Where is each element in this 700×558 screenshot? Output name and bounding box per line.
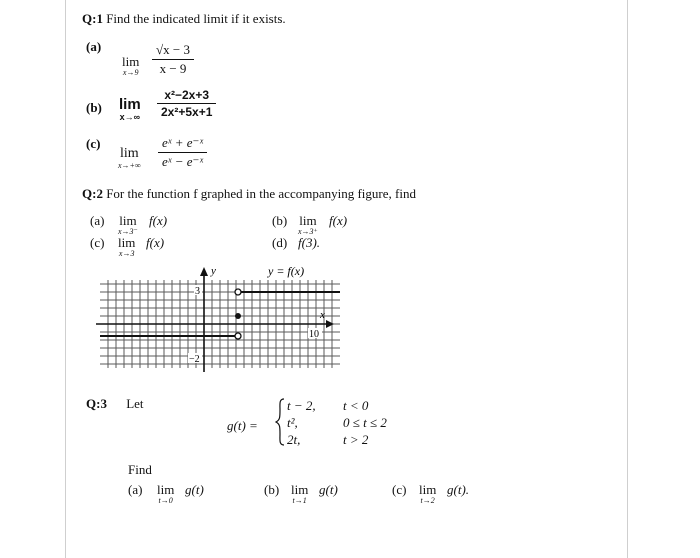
q1c-fraction bbox=[158, 135, 207, 170]
q2a-expr: f(x) bbox=[149, 213, 168, 228]
q1c-limit bbox=[118, 147, 141, 170]
q1b-fraction bbox=[157, 88, 216, 119]
q3a-lim-sub: t→0 bbox=[158, 496, 173, 505]
tick-label-neg2: −2 bbox=[189, 354, 200, 365]
q3a-label: (a) bbox=[128, 482, 143, 497]
q3b-lim-word: lim bbox=[291, 482, 309, 497]
q3c-label: (c) bbox=[392, 482, 407, 497]
q1c-label: (c) bbox=[86, 136, 101, 151]
q3b-limit bbox=[291, 483, 308, 505]
q1-number: Q:1 bbox=[82, 11, 103, 26]
q3-left-brace-icon bbox=[275, 398, 285, 446]
q3a-limit bbox=[157, 483, 174, 505]
q1b-limit bbox=[119, 97, 141, 122]
q2d-expr: f(3). bbox=[298, 235, 321, 250]
q3b-expr: g(t) bbox=[319, 482, 338, 497]
q2a-limit bbox=[118, 214, 138, 236]
q3-heading bbox=[86, 396, 144, 412]
q1c-denominator: eˣ − e⁻ˣ bbox=[162, 154, 204, 169]
function-label: y = f(x) bbox=[268, 264, 305, 278]
x-axis-arrow-icon bbox=[326, 320, 334, 328]
q1a-lim-sub: x→9 bbox=[122, 68, 139, 77]
q3-find: Find bbox=[128, 462, 152, 477]
q2c-label: (c) bbox=[90, 235, 105, 250]
q2c-expr: f(x) bbox=[146, 235, 165, 250]
q3a-lim-word: lim bbox=[157, 482, 175, 497]
q2a-lim-sub: x→3⁻ bbox=[118, 227, 138, 236]
q2-function-graph bbox=[90, 262, 350, 382]
q1b-lim-sub: x→∞ bbox=[119, 112, 141, 122]
q2c-lim-word: lim bbox=[118, 235, 136, 250]
q3-function-name: g(t) = bbox=[227, 418, 258, 433]
open-point-lower bbox=[235, 333, 241, 339]
q2b-limit bbox=[298, 214, 318, 236]
q2c-limit bbox=[118, 236, 135, 258]
q3-case-2-cond: 0 ≤ t ≤ 2 bbox=[343, 415, 387, 430]
q2c-lim-sub: x→3 bbox=[118, 249, 135, 258]
closed-point bbox=[235, 313, 241, 319]
x-axis-label: x bbox=[320, 309, 325, 321]
q3c-expr: g(t). bbox=[447, 482, 470, 497]
q2-instruction: For the function f graphed in the accompanying figure, find bbox=[106, 186, 416, 201]
q1b-denominator: 2x²+5x+1 bbox=[161, 105, 213, 119]
q1a-label: (a) bbox=[86, 39, 102, 54]
page-right-border bbox=[627, 0, 628, 558]
tick-label-10: 10 bbox=[309, 329, 319, 340]
q2d-label: (d) bbox=[272, 235, 288, 250]
q1a-denominator: x − 9 bbox=[159, 61, 187, 76]
q3c-lim-word: lim bbox=[419, 482, 437, 497]
q1c-numerator: eˣ + e⁻ˣ bbox=[162, 135, 204, 150]
q1-instruction: Find the indicated limit if it exists. bbox=[106, 11, 286, 26]
q3b-label: (b) bbox=[264, 482, 280, 497]
q3-case-1-cond: t < 0 bbox=[343, 398, 369, 413]
open-point-upper bbox=[235, 289, 241, 295]
q3-case-3-expr: 2t, bbox=[287, 432, 301, 447]
q3b-lim-sub: t→1 bbox=[292, 496, 307, 505]
q2a-label: (a) bbox=[90, 213, 105, 228]
q1c-lim-word: lim bbox=[119, 146, 139, 161]
q3a-expr: g(t) bbox=[185, 482, 204, 497]
q3c-limit bbox=[419, 483, 436, 505]
q2-heading bbox=[82, 186, 416, 202]
tick-label-3: 3 bbox=[195, 286, 200, 297]
q3-case-1-expr: t − 2, bbox=[287, 398, 316, 413]
q1-heading bbox=[82, 11, 286, 27]
q2a-lim-word: lim bbox=[119, 213, 137, 228]
q3-case-2-expr: t², bbox=[287, 415, 298, 430]
q1a-fraction bbox=[152, 42, 194, 77]
q1b-lim-word: lim bbox=[119, 96, 141, 113]
q2b-lim-word: lim bbox=[299, 213, 317, 228]
q1a-numerator: √x − 3 bbox=[156, 42, 190, 57]
q1c-lim-sub: x→+∞ bbox=[118, 161, 141, 170]
q2b-label: (b) bbox=[272, 213, 288, 228]
q3-number: Q:3 bbox=[86, 396, 107, 411]
q1a-limit bbox=[122, 55, 139, 77]
y-axis-label: y bbox=[211, 265, 216, 277]
q3c-lim-sub: t→2 bbox=[420, 496, 435, 505]
q2b-expr: f(x) bbox=[329, 213, 348, 228]
q1b-label: (b) bbox=[86, 100, 102, 115]
q2b-lim-sub: x→3⁺ bbox=[298, 227, 318, 236]
q1a-lim-word: lim bbox=[122, 54, 140, 69]
q2-number: Q:2 bbox=[82, 186, 103, 201]
y-axis-arrow-icon bbox=[200, 267, 208, 276]
q3-case-3-cond: t > 2 bbox=[343, 432, 369, 447]
q1b-numerator: x²−2x+3 bbox=[164, 88, 210, 102]
page-left-border bbox=[65, 0, 66, 558]
q3-intro: Let bbox=[126, 396, 144, 411]
